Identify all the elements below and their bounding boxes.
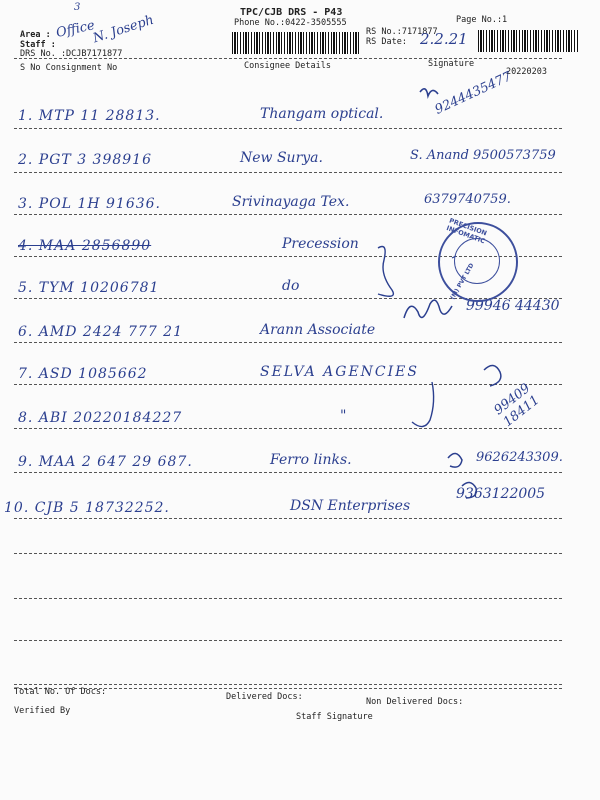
signature-note: S. Anand 9500573759	[410, 148, 556, 163]
signature-note: 9244435477	[432, 69, 515, 118]
consignment-number: 6. AMD 2424 777 21	[18, 324, 183, 340]
column-consignee: Consignee Details	[244, 61, 331, 71]
consignee-name: SELVA AGENCIES	[260, 364, 419, 380]
rs-date-value: 2.2.21	[420, 30, 468, 48]
consignment-number: 4. MAA 2856890	[18, 238, 152, 254]
total-docs-label: Total No. Of Docs:	[14, 687, 107, 697]
consignment-number: 3. POL 1H 91636.	[18, 196, 162, 212]
verified-by-label: Verified By	[14, 706, 71, 716]
consignee-name: New Surya.	[240, 150, 323, 166]
top-mark: 3	[74, 2, 81, 13]
page-number: Page No.:1	[456, 15, 508, 25]
rs-date-label: RS Date:	[366, 37, 407, 47]
consignment-number: 5. TYM 10206781	[18, 280, 160, 296]
seal-top-text: PRECISION INFOMATIC	[445, 216, 488, 246]
company-seal	[438, 216, 518, 302]
consignment-number: 1. MTP 11 28813.	[18, 108, 161, 124]
column-signature: Signature	[428, 59, 475, 69]
consignee-name: Srivinayaga Tex.	[232, 194, 350, 210]
consignment-number: 10. CJB 5 18732252.	[4, 500, 170, 516]
phone-number: Phone No.:0422-3505555	[234, 18, 347, 28]
area-value: Office	[54, 18, 97, 41]
consignee-name: "	[340, 408, 347, 424]
form-code: TPC/CJB DRS - P43	[240, 7, 343, 18]
consignee-name: DSN Enterprises	[290, 498, 411, 514]
staff-value: N. Joseph	[91, 12, 156, 47]
staff-label: Staff :	[20, 40, 56, 50]
signature-note: 9626243309.	[476, 450, 563, 465]
consignment-number: 9. MAA 2 647 29 687.	[18, 454, 193, 470]
consignment-number: 8. ABI 20220184227	[18, 410, 183, 426]
area-label: Area :	[20, 30, 51, 40]
consignee-name: Arann Associate	[260, 322, 376, 338]
consignment-number: 2. PGT 3 398916	[18, 152, 152, 168]
seal-bottom-text: (M) PVT LTD	[449, 262, 476, 301]
signature-note: 99946 44430	[466, 298, 560, 314]
consignee-name: Ferro links.	[270, 452, 352, 468]
rs-number: RS No.:7171877	[366, 27, 438, 37]
signature-note: 9363122005	[456, 486, 546, 502]
consignee-name: do	[282, 278, 300, 294]
drs-number: DRS No. :DCJB7171877	[20, 49, 123, 59]
staff-signature-label: Staff Signature	[296, 712, 373, 722]
consignee-name: Precession	[282, 236, 359, 252]
signature-note: 99409 18411	[491, 380, 543, 431]
delivered-docs-label: Delivered Docs:	[226, 692, 303, 702]
column-sno-consignment: S No Consignment No	[20, 63, 118, 73]
column-ref: 20220203	[506, 67, 547, 77]
signature-note: 6379740759.	[424, 192, 511, 207]
consignment-number: 7. ASD 1085662	[18, 366, 148, 382]
consignee-name: Thangam optical.	[260, 106, 384, 122]
non-delivered-docs-label: Non Delivered Docs:	[366, 697, 464, 707]
